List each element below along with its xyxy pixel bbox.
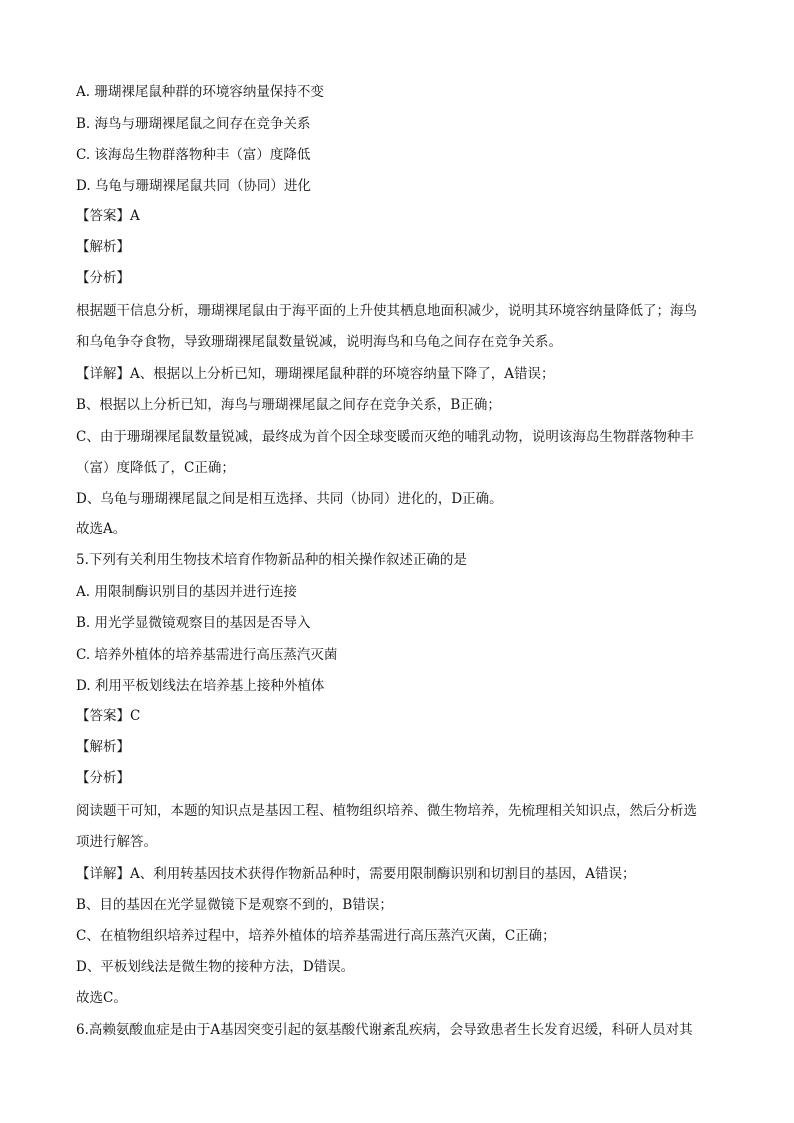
option-a-line: A. 用限制酶识别目的基因并进行连接 bbox=[76, 584, 297, 600]
detail-line: B、根据以上分析已知，海鸟与珊瑚裸尾鼠之间存在竞争关系，B正确； bbox=[76, 397, 501, 413]
body-text-line: 项进行解答。 bbox=[76, 834, 157, 850]
detail-line: （富）度降低了，C正确； bbox=[76, 460, 235, 476]
body-text-line: 根据题干信息分析，珊瑚裸尾鼠由于海平面的上升使其栖息地面积减少，说明其环境容纳量降低了；海鸟 bbox=[76, 303, 697, 319]
analysis-subheading: 【分析】 bbox=[76, 270, 130, 286]
detail-line: 【详解】A、利用转基因技术获得作物新品种时，需要用限制酶识别和切割目的基因，A错误； bbox=[76, 866, 636, 882]
detail-line: B、目的基因在光学显微镜下是观察不到的，B错误； bbox=[76, 897, 393, 913]
analysis-subheading: 【分析】 bbox=[76, 770, 130, 786]
option-b-line: B. 海鸟与珊瑚裸尾鼠之间存在竞争关系 bbox=[76, 116, 311, 132]
conclusion-line: 故选A。 bbox=[76, 521, 127, 537]
option-a-line: A. 珊瑚裸尾鼠种群的环境容纳量保持不变 bbox=[76, 84, 324, 100]
detail-line: D、乌龟与珊瑚裸尾鼠之间是相互选择、共同（协同）进化的，D正确。 bbox=[76, 491, 503, 507]
body-text-line: 阅读题干可知，本题的知识点是基因工程、植物组织培养、微生物培养，先梳理相关知识点，然后分析选 bbox=[76, 803, 697, 819]
question-line: 5.下列有关利用生物技术培育作物新品种的相关操作叙述正确的是 bbox=[76, 552, 467, 568]
option-d-line: D. 利用平板划线法在培养基上接种外植体 bbox=[76, 678, 325, 694]
analysis-heading: 【解析】 bbox=[76, 239, 130, 255]
detail-line: C、在植物组织培养过程中，培养外植体的培养基需进行高压蒸汽灭菌，C正确； bbox=[76, 928, 556, 944]
option-c-line: C. 该海岛生物群落物种丰（富）度降低 bbox=[76, 147, 311, 163]
body-text-line: 和乌龟争夺食物，导致珊瑚裸尾鼠数量锐减，说明海鸟和乌龟之间存在竞争关系。 bbox=[76, 334, 562, 350]
question-line: 6.高赖氨酸血症是由于A基因突变引起的氨基酸代谢紊乱疾病，会导致患者生长发育迟缓，科研人员对其 bbox=[76, 1022, 693, 1038]
option-d-line: D. 乌龟与珊瑚裸尾鼠共同（协同）进化 bbox=[76, 178, 311, 194]
detail-line: D、平板划线法是微生物的接种方法，D错误。 bbox=[76, 959, 355, 975]
analysis-heading: 【解析】 bbox=[76, 739, 130, 755]
detail-line: 【详解】A、根据以上分析已知，珊瑚裸尾鼠种群的环境容纳量下降了，A错误； bbox=[76, 366, 555, 382]
detail-line: C、由于珊瑚裸尾鼠数量锐减，最终成为首个因全球变暖而灭绝的哺乳动物，说明该海岛生物群落物种丰 bbox=[76, 429, 694, 445]
answer-label: 【答案】C bbox=[76, 708, 141, 724]
option-c-line: C. 培养外植体的培养基需进行高压蒸汽灭菌 bbox=[76, 647, 338, 663]
conclusion-line: 故选C。 bbox=[76, 990, 127, 1006]
option-b-line: B. 用光学显微镜观察目的基因是否导入 bbox=[76, 615, 311, 631]
answer-label: 【答案】A bbox=[76, 208, 140, 224]
